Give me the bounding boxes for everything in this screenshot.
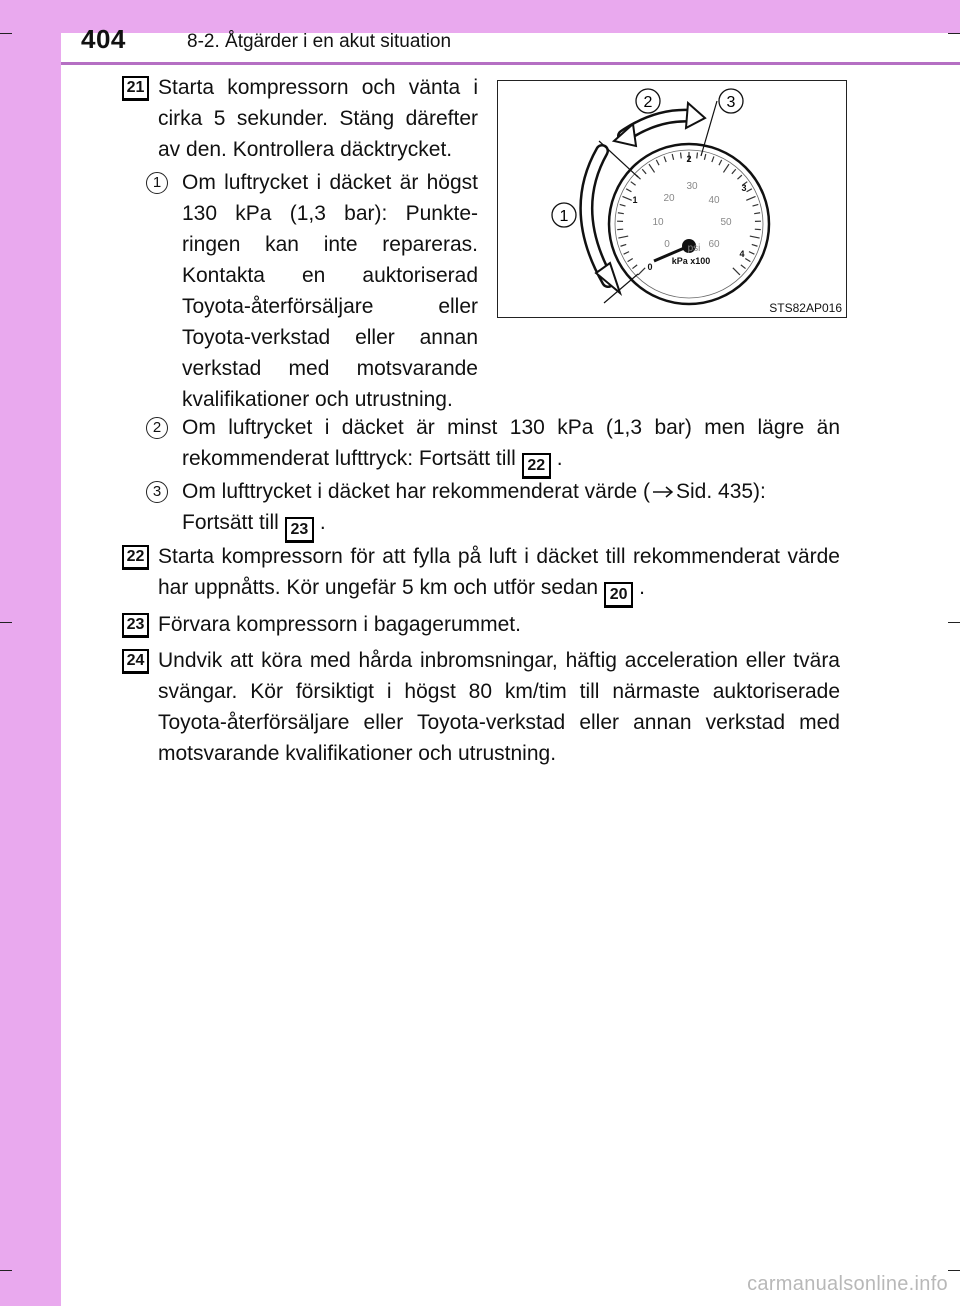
kpa-tick-label: 3 [741, 183, 747, 193]
kpa-tick-label: 0 [647, 262, 653, 272]
step-badge-23: 23 [122, 613, 149, 638]
psi-tick-label: 40 [708, 195, 720, 206]
sidebar-band [0, 0, 61, 1306]
callout-3: 3 [726, 94, 736, 111]
step-badge-21: 21 [122, 76, 149, 101]
psi-tick-label: 0 [664, 239, 670, 250]
header-band [61, 0, 960, 33]
watermark: carmanualsonline.info [747, 1273, 948, 1295]
ref-badge-22[interactable]: 22 [522, 453, 551, 479]
page-ref[interactable]: Sid. 435): [676, 480, 766, 503]
substep-3-text [182, 476, 840, 543]
section-title: 8-2. Åtgärder i en akut situation [187, 31, 452, 52]
step-21-text: Starta kompressorn och vänta i cirka 5 sekunder. Stäng därefter av den. Kontrollera däcktrycket. [158, 76, 478, 161]
substep-2-text [182, 412, 840, 479]
psi-tick-label: 50 [720, 217, 732, 228]
step-24-text: Undvik att köra med hårda inbromsningar, häftig acceleration eller tvära svängar. Kör försiktigt i högst 80 km/tim till närmaste auktoriserade Toyota-återförsäljare eller Toyota-verkstad eller annan verkstad med motsvarande kvalifikationer och utrustning. [158, 649, 840, 765]
crop-mark [0, 1270, 12, 1271]
substep-3-text-mid: Fortsätt till [182, 511, 279, 534]
step-22-text [158, 541, 840, 608]
step-23-text: Förvara kompressorn i bagagerummet. [158, 613, 521, 636]
callout-1: 1 [559, 208, 569, 225]
substep-1-text: Om luftrycket i däcket är högst 130 kPa (1,3 bar): Punkteringen kan inte repareras. Kontakta en auktoriserad Toyota-återförsäljare eller Toyota-verkstad eller annan verkstad med motsvarande kvalifikationer och utrustning. [182, 171, 478, 411]
ref-badge-20[interactable]: 20 [604, 582, 633, 608]
psi-tick-label: 30 [686, 181, 698, 192]
pressure-gauge-illustration [498, 81, 845, 316]
crop-mark [0, 33, 12, 34]
callout-2: 2 [643, 94, 653, 111]
substep-number-3: 3 [146, 481, 168, 503]
figure-code: STS82AP016 [769, 301, 842, 315]
step-badge-22: 22 [122, 545, 149, 570]
substep-3-text-after: . [319, 511, 326, 534]
ref-badge-23[interactable]: 23 [285, 517, 314, 543]
kpa-unit: kPa x100 [671, 256, 711, 266]
crop-mark [948, 1270, 960, 1271]
psi-unit: psi [687, 243, 701, 254]
substep-3-text-before: Om lufttrycket i däcket har rekommenderat värde ( [182, 480, 650, 503]
step-22-text-after: . [639, 576, 645, 599]
psi-tick-label: 60 [708, 239, 720, 250]
page-number: 404 [81, 24, 126, 54]
psi-tick-label: 20 [663, 193, 675, 204]
page-ref-arrow-icon [652, 476, 674, 507]
kpa-tick-label: 1 [632, 195, 638, 205]
gauge-tick [681, 152, 682, 158]
psi-tick-label: 10 [652, 217, 664, 228]
kpa-tick-label: 2 [686, 154, 692, 164]
pressure-gauge-figure [497, 80, 847, 318]
crop-mark [948, 33, 960, 34]
crop-mark [948, 622, 960, 623]
substep-2-text-before: Om luftrycket i däcket är minst 130 kPa (1,3 bar) men lägre än rekommenderat lufttryck: Fortsätt till [182, 416, 840, 470]
crop-mark [0, 622, 12, 623]
kpa-tick-label: 4 [739, 249, 745, 259]
substep-number-2: 2 [146, 417, 168, 439]
header-rule [61, 62, 960, 65]
step-22-text-before: Starta kompressorn för att fylla på luft i däcket till rekommenderat värde har uppnåtts. Kör ungefär 5 km och utför sedan [158, 545, 840, 599]
substep-number-1: 1 [146, 172, 168, 194]
gauge-tick [697, 152, 698, 158]
step-badge-24: 24 [122, 649, 149, 674]
substep-2-text-after: . [556, 447, 563, 470]
